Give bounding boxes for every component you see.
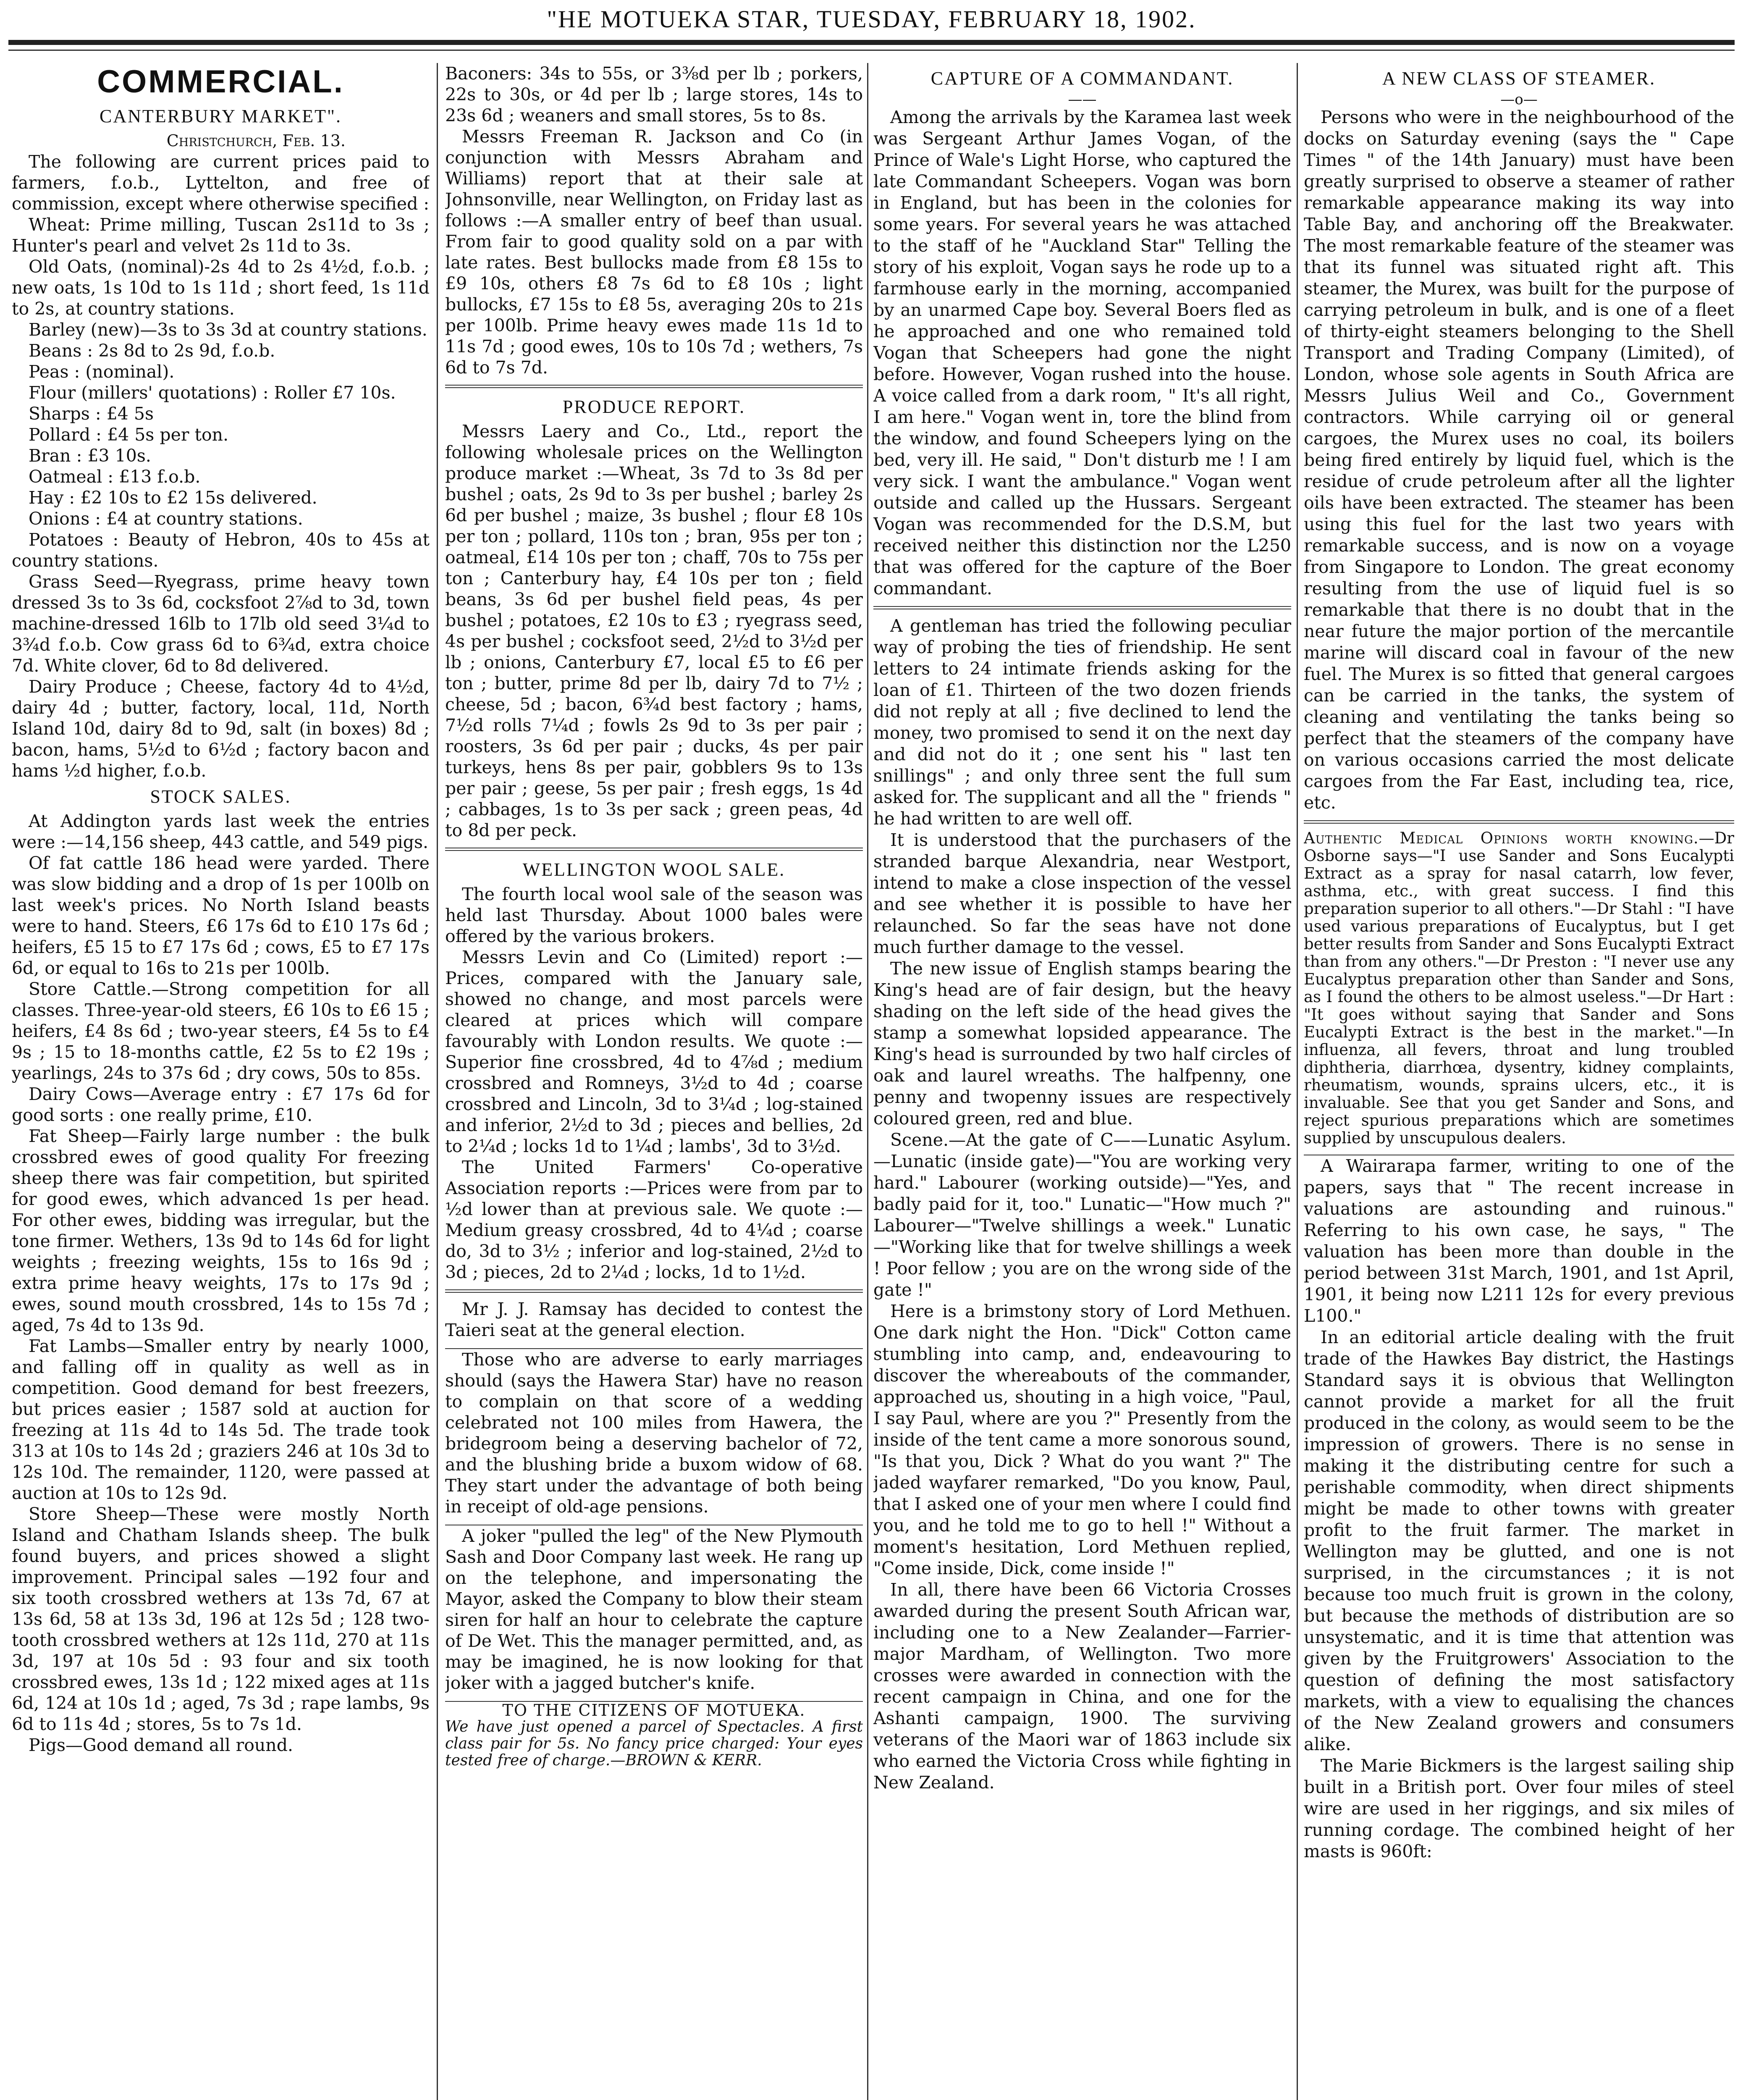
divider	[445, 848, 863, 851]
advertisement-medical	[1304, 830, 1734, 1147]
paragraph: The fourth local wool sale of the season was held last Thursday. About 1000 bales were offered by the various brokers.	[445, 884, 863, 946]
article-steamer	[1304, 107, 1734, 814]
paragraph: Pollard : £4 5s per ton.	[29, 425, 229, 445]
advertisement-heading: Authentic Medical Opinions worth knowing.	[1304, 829, 1699, 847]
column-four	[1304, 63, 1734, 2100]
masthead-rule-thin	[8, 50, 1735, 51]
paragraph: A gentleman has tried the following peculiar way of probing the ties of friendship. He sent letters to 24 intimate friends asking for the loan of £1. Thirteen of the two dozen friends did not reply at all ; five declined to lend the money, two promised to send it on the next day and did not do it ; one sent his " last ten snillings" ; and only three sent the full sum asked for. The supplicant and all the " friends " he had written to are well off.	[873, 616, 1291, 829]
paragraph: At Addington yards last week the entries were :—14,156 sheep, 443 cattle, and 549 pigs.	[12, 811, 430, 852]
article-stock-sales	[12, 811, 430, 1756]
paragraph: Fat Lambs—Smaller entry by nearly 1000, and falling off in quality as well as in competition. Good demand for best freezers, but prices easier ; 1587 sold at auction for freezing at 11s 4d to 14s 5d. The trade took 313 at 10s to 14s 2d ; graziers 246 at 10s 3d to 12s 10d. The remainder, 1120, were passed at auction at 10s to 12s 9d.	[12, 1336, 430, 1503]
paragraph: Baconers: 34s to 55s, or 3⅜d per lb ; porkers, 22s to 30s, or 4d per lb ; large stores, 14s to 23s 6d ; weaners and small stores, 5s to 8s.	[445, 63, 863, 126]
divider	[445, 385, 863, 388]
paragraph: Of fat cattle 186 head were yarded. There was slow bidding and a drop of 1s per 100lb on last week's prices. No North Island beasts were to hand. Steers, £6 17s 6d to £10 17s 6d ; heifers, £5 15 to £7 17s 6d ; cows, £5 to £7 17s 6d, or equal to 16s to 21s per 100lb.	[12, 853, 430, 978]
paragraph: It is understood that the purchasers of the stranded barque Alexandria, near Westport, intend to make a close inspection of the vessel and see whether it is possible to have her relaunched. So far the seas have not done much further damage to the vessel.	[873, 830, 1291, 957]
paragraph: The following are current prices paid to farmers, f.o.b., Lyttelton, and free of commission, except where otherwise specified :	[12, 152, 430, 214]
paragraph: Dairy Cows—Average entry : £7 17s 6d for good sorts : one really prime, £10.	[12, 1084, 430, 1125]
advertisement-text: —Dr Osborne says—"I use Sander and Sons Eucalypti Extract as a spray for nasal catarrh, low fever, asthma, etc., with great success. I find this preparation superior to all others."—Dr Stahl : "I have used various preparations of Eucalyptus, but I get better results from Sander and Sons Eucalypti Extract than from any others."—Dr Preston : "I never use any Eucalyptus preparation other than Sander and Sons, as I found the others to be almost useless."—Dr Hart : "It goes without saying that Sander and Sons Eucalypti Extract is the best in the market."—In influenza, all fevers, throat and lung troubled diphtheria, diarrhœa, dysentry, kidney complaints, rheumatism, wounds, sprains ulcers, etc., it is invaluable. See that you get Sander and Sons, and reject spurious preparations which are sometimes supplied by unscupulous dealers.	[1304, 829, 1734, 1147]
article-ramsay	[445, 1299, 863, 1341]
paragraph: Barley (new)—3s to 3s 3d at country stations.	[29, 320, 427, 340]
column-rule	[1297, 63, 1298, 2100]
masthead-title: "HE MOTUEKA STAR, TUESDAY, FEBRUARY 18, 1902.	[547, 5, 1196, 33]
paragraph: In all, there have been 66 Victoria Crosses awarded during the present South African war, including one to a New Zealander—Farrier-major Mardham, of Wellington. Two more crosses were awarded in connection with the recent campaign in China, and one for the Ashanti campaign, 1900. The surviving veterans of the Maori war of 1863 include six who earned the Victoria Cross while fighting in New Zealand.	[873, 1580, 1291, 1793]
paragraph: Sharps : £4 5s	[29, 404, 154, 424]
paragraph: Hay : £2 10s to £2 15s delivered.	[29, 488, 317, 508]
paragraph: Dairy Produce ; Cheese, factory 4d to 4½d, dairy 4d ; butter, factory, local, 11d, North Island 10d, dairy 8d to 9d, salt (in boxes) 8d ; bacon, hams, 5½d to 6½d ; factory bacon and hams ½d higher, f.o.b.	[12, 677, 430, 781]
paragraph: Messrs Freeman R. Jackson and Co (in conjunction with Messrs Abraham and Williams) report that at their sale at Johnsonville, near Wellington, on Friday last as follows :—A smaller entry of beef than usual. From fair to good quality sold on a par with late rates. Best bullocks made from £8 15s to £9 10s, others £8 7s 6d to £8 10s ; light bullocks, £7 15s to £8 5s, averaging 20s to 21s per 100lb. Prime heavy ewes made 11s 1d to 11s 7d ; good ewes, 10s to 10s 7d ; wethers, 7s 6d to 7s 7d.	[445, 126, 863, 378]
column-rule	[437, 63, 438, 2100]
article-canterbury-market	[12, 151, 430, 781]
paragraph: Wheat: Prime milling, Tuscan 2s11d to 3s ; Hunter's pearl and velvet 2s 11d to 3s.	[12, 215, 430, 256]
paragraph: Grass Seed—Ryegrass, prime heavy town dressed 3s to 3s 6d, cocksfoot 2⅞d to 3d, town machine-dressed 16lb to 17lb old seed 3¼d to 3¾d f.o.b. Cow grass 6d to 6¾d, extra choice 7d. White clover, 6d to 8d delivered.	[12, 572, 430, 676]
article-title-capture: CAPTURE OF A COMMANDANT.	[930, 68, 1234, 89]
article-misc	[1304, 1155, 1734, 1862]
advertisement-title: TO THE CITIZENS OF MOTUEKA.	[502, 1701, 806, 1719]
paragraph: Oatmeal : £13 f.o.b.	[29, 467, 201, 487]
column-three	[873, 63, 1291, 2100]
article-title-stock-sales: STOCK SALES.	[150, 786, 291, 807]
paragraph: Old Oats, (nominal)-2s 4d to 2s 4½d, f.o.b. ; new oats, 1s 10d to 1s 11d ; short feed, 1s 11d to 2s, at country stations.	[12, 257, 430, 319]
divider	[1304, 820, 1734, 824]
article-friendship	[873, 615, 1291, 1793]
paragraph: Messrs Laery and Co., Ltd., report the following wholesale prices on the Wellington produce market :—Wheat, 3s 7d to 3s 8d per bushel ; oats, 2s 9d to 3s per bushel ; barley 2s 6d per bushel ; maize, 3s bushel ; flour £8 10s per ton ; pollard, 110s ton ; bran, 95s per ton ; oatmeal, £14 10s per ton ; chaff, 70s to 75s per ton ; Canterbury hay, £4 10s per ton ; field beans, 3s 6d per bushel field peas, 4s per bushel ; potatoes, £2 10s to £3 ; ryegrass seed, 4s per bushel ; cocksfoot seed, 2½d to 3½d per lb ; onions, Canterbury £7, local £5 to £6 per ton ; butter, prime 8d per lb, dairy 7d to 7½ ; cheese, 5d ; bacon, 6¾d best factory ; hams, 7½d rolls 7¼d ; fowls 2s 9d to 3s per pair ; roosters, 3s 6d per pair ; ducks, 4s per pair turkeys, hens 8s per pair, gobblers 9s to 13s per pair ; geese, 5s per pair ; fresh eggs, 1s 4d ; cabbages, 1s to 3s per sack ; green peas, 4d to 8d per peck.	[445, 421, 863, 840]
paragraph: Store Cattle.—Strong competition for all classes. Three-year-old steers, £6 10s to £6 15 ; heifers, £4 8s 6d ; two-year steers, £4 5s to £4 9s ; 15 to 18-months cattle, £2 5s to £2 19s ; yearlings, 24s to 37s 6d ; dry cows, 50s to 85s.	[12, 979, 430, 1083]
paragraph: The Marie Bickmers is the largest sailing ship built in a British port. Over four miles of steel wire are used in her riggings, and six miles of running cordage. The combined height of her masts is 960ft:	[1304, 1756, 1734, 1861]
paragraph: Onions : £4 at country stations.	[29, 509, 303, 529]
paragraph: Mr J. J. Ramsay has decided to contest the Taieri seat at the general election.	[445, 1299, 863, 1340]
advertisement-text: We have just opened a parcel of Spectacles. A first class pair for 5s. No fancy price charged: Your eyes tested free of charge.—BROWN & KERR.	[445, 1718, 863, 1769]
paragraph: Those who are adverse to early marriages should (says the Hawera Star) have no reason to complain on that score of a wedding celebrated not 100 miles from Hawera, the bridegroom being a deserving bachelor of 72, and the blushing bride a buxom widow of 68. They start under the advantage of both being in receipt of old-age pensions.	[445, 1349, 863, 1517]
article-title-produce-report: PRODUCE REPORT.	[562, 396, 746, 417]
column-commercial	[12, 63, 430, 2100]
article-market-continued	[445, 63, 863, 378]
paragraph: Potatoes : Beauty of Hebron, 40s to 45s at country stations.	[12, 530, 430, 571]
article-marriages	[445, 1349, 863, 1517]
paragraph: Bran : £3 10s.	[29, 446, 151, 466]
article-wool-sale	[445, 884, 863, 1283]
paragraph: Scene.—At the gate of C——Lunatic Asylum.—Lunatic (inside gate)—"You are working very hard." Labourer (working outside)—"Yes, and badly paid for it, too." Lunatic—"How much ?" Labourer—"Twelve shillings a week." Lunatic—"Working like that for twelve shillings a week ! Poor fellow ; you are on the wrong side of the gate !"	[873, 1130, 1291, 1300]
paragraph: Pigs—Good demand all round.	[29, 1735, 293, 1755]
title-dash: ——	[1068, 91, 1097, 108]
paragraph: Fat Sheep—Fairly large number : the bulk crossbred ewes of good quality For freezing sheep there was fair competition, but spirited for good ewes, which advanced 1s per head. For other ewes, bidding was irregular, but the tone firmer. Wethers, 13s 9d to 14s 6d for light weights ; freezing weights, 15s to 16s 9d ; extra prime heavy weights, 17s to 17s 9d ; ewes, sound mouth crossbred, 14s to 15s 7d ; aged, 7s 4d to 13s 9d.	[12, 1126, 430, 1335]
column-two	[445, 63, 863, 2100]
column-rule	[867, 63, 868, 2100]
article-produce-report	[445, 421, 863, 841]
paragraph: In an editorial article dealing with the fruit trade of the Hawkes Bay district, the Hastings Standard says it is obvious that Wellington cannot provide a market for all the fruit produced in the colony, as would seem to be the impression of growers. There is no sense in making it the distributing centre for such a perishable commodity, when direct shipments might be made to other towns with greater profit to the fruit farmer. The market in Wellington may be glutted, and one is not surprised, in the circumstances ; it is not because too much fruit is grown in the colony, but because the methods of distribution are so unsystematic, and it is time that attention was given by the Fruitgrowers' Association to the question of defining the most satisfactory markets, with a view to equalising the chances of the New Zealand growers and consumers alike.	[1304, 1327, 1734, 1754]
article-title-wool-sale: WELLINGTON WOOL SALE.	[522, 859, 786, 880]
paragraph: Beans : 2s 8d to 2s 9d, f.o.b.	[29, 341, 275, 361]
paragraph: A joker "pulled the leg" of the New Plymouth Sash and Door Company last week. He rang up on the telephone, and impersonating the Mayor, asked the Company to blow their steam siren for half an hour to celebrate the capture of De Wet. This the manager permitted, and, as may be imagined, he is now looking for that joker with a jagged butcher's knife.	[445, 1526, 863, 1693]
paragraph: Among the arrivals by the Karamea last week was Sergeant Arthur James Vogan, of the Prince of Wale's Light Horse, who captured the late Commandant Scheepers. Vogan was born in England, but has been in the colonies for some years. For several years he was attached to the staff of he "Auckland Star" Telling the story of his exploit, Vogan says he rode up to a farmhouse early in the morning, accompanied by an unarmed Cape boy. Several Boers fled as he approached and one who remained told Vogan that Scheepers had gone the night before. However, Vogan rushed into the house. A voice called from a dark room, " It's all right, I am here." Vogan went in, tore the blind from the window, and found Scheepers lying on the bed, very ill. He said, " Don't disturb me ! I am very sick. I want the ambulance." Vogan went outside and called up the Hussars. Sergeant Vogan was recommended for the D.S.M, but received neither this distinction nor the L250 that was offered for the capture of the Boer commandant.	[873, 107, 1291, 598]
paragraph: Flour (millers' quotations) : Roller £7 10s.	[29, 383, 396, 403]
paragraph: The new issue of English stamps bearing the King's head are of fair design, but the heavy shading on the left side of the head gives the stamp a somewhat lopsided appearance. The King's head is surrounded by two half circles of oak and laurel wreaths. The halfpenny, one penny and twopenny issues are respectively coloured green, red and blue.	[873, 958, 1291, 1129]
paragraph: The United Farmers' Co-operative Association reports :—Prices were from par to ½d lower than at previous sale. We quote :—Medium greasy crossbred, 4d to 4¼d ; coarse do, 3d to 3½ ; inferior and log-stained, 2½d to 3d ; pieces, 2d to 2¼d ; locks, 1d to 1½d.	[445, 1157, 863, 1282]
paragraph: Store Sheep—These were mostly North Island and Chatham Islands sheep. The bulk found buyers, and prices showed a slight improvement. Principal sales —192 four and six tooth crossbred wethers at 13s 7d, 67 at 13s 6d, 58 at 13s 3d, 196 at 12s 5d ; 128 two-tooth crossbred wethers at 12s 11d, 270 at 11s 3d, 197 at 10s 5d : 93 four and six tooth crossbred ewes, 13s 1d ; 122 mixed ages at 11s 6d, 124 at 10s 1d ; aged, 7s 3d ; rape lambs, 9s 6d to 11s 4d ; stores, 5s to 7s 1d.	[12, 1504, 430, 1734]
article-capture	[873, 107, 1291, 599]
paragraph: Here is a brimstony story of Lord Methuen. One dark night the Hon. "Dick" Cotton came stumbling into camp, and, endeavouring to discover the whereabouts of the commander, approached us, shouting in a high voice, "Paul, I say Paul, where are you ?" Presently from the inside of the tent came a more sonorous sound, "Is that you, Dick ? What do you want ?" The jaded wayfarer remarked, "Do you know, Paul, that I asked one of your men where I could find you, and he told me to go to hell !" Without a moment's hesitation, Lord Methuen replied, "Come inside, Dick, come inside !"	[873, 1301, 1291, 1578]
article-title-steamer: A NEW CLASS OF STEAMER.	[1382, 68, 1656, 89]
paragraph: A Wairarapa farmer, writing to one of the papers, says that " The recent increase in valuations are astounding and ruinous." Referring to his own case, he says, " The valuation has been more than double in the period between 31st March, 1901, and 1st April, 1901, it being now L211 12s for every previous L100."	[1304, 1156, 1734, 1326]
masthead-rule-heavy	[8, 40, 1735, 45]
section-heading-commercial: COMMERCIAL.	[97, 64, 344, 100]
article-title-canterbury-market: CANTERBURY MARKET".	[100, 106, 342, 126]
divider	[873, 606, 1291, 609]
advertisement-spectacles	[445, 1702, 863, 1769]
dateline: Christchurch, Feb. 13.	[166, 131, 346, 150]
paragraph: Persons who were in the neighbourhood of the docks on Saturday evening (says the " Cape Times " of the 14th January) must have been greatly surprised to observe a steamer of rather remarkable appearance making its way into Table Bay, and anchoring off the Breakwater. The most remarkable feature of the steamer was that its funnel was situated right aft. This steamer, the Murex, was built for the purpose of carrying petroleum in bulk, and is one of a fleet of thirty-eight steamers belonging to the Shell Transport and Trading Company (Limited), of London, whose sole agents in South Africa are Messrs Julius Weil and Co., Government contractors. While carrying oil or general cargoes, the Murex uses no coal, its boilers being fired entirely by liquid fuel, which is the residue of crude petroleum after all the lighter oils have been extracted. The steamer has been using this fuel for the last two years with remarkable success, and is now on a voyage from Singapore to London. The great economy resulting from the use of liquid fuel is so remarkable that there is no doubt that in the near future the major portion of the mercantile marine will discard coal in favour of the new fuel. The Murex is so fitted that general cargoes can be carried in the tanks, the system of cleaning and ventilating the tanks being so perfect that the steamers of the company have on various occasions carried the most delicate cargoes from the Far East, including tea, rice, etc.	[1304, 107, 1734, 813]
article-joker	[445, 1525, 863, 1693]
paragraph: Messrs Levin and Co (Limited) report :—Prices, compared with the January sale, showed no change, and most parcels were cleared at prices which will compare favourably with London results. We quote :—Superior fine crossbred, 4d to 4⅞d ; medium crossbred and Romneys, 3½d to 4d ; coarse crossbred and Lincoln, 3d to 3¼d ; log-stained and inferior, 2½d to 3d ; pieces and bellies, 2d to 2¼d ; locks 1d to 1¼d ; lambs', 3d to 3½d.	[445, 947, 863, 1156]
paragraph: Peas : (nominal).	[29, 362, 175, 382]
title-ornament: —o—	[1500, 91, 1538, 108]
divider	[445, 1289, 863, 1293]
masthead	[0, 0, 1743, 63]
